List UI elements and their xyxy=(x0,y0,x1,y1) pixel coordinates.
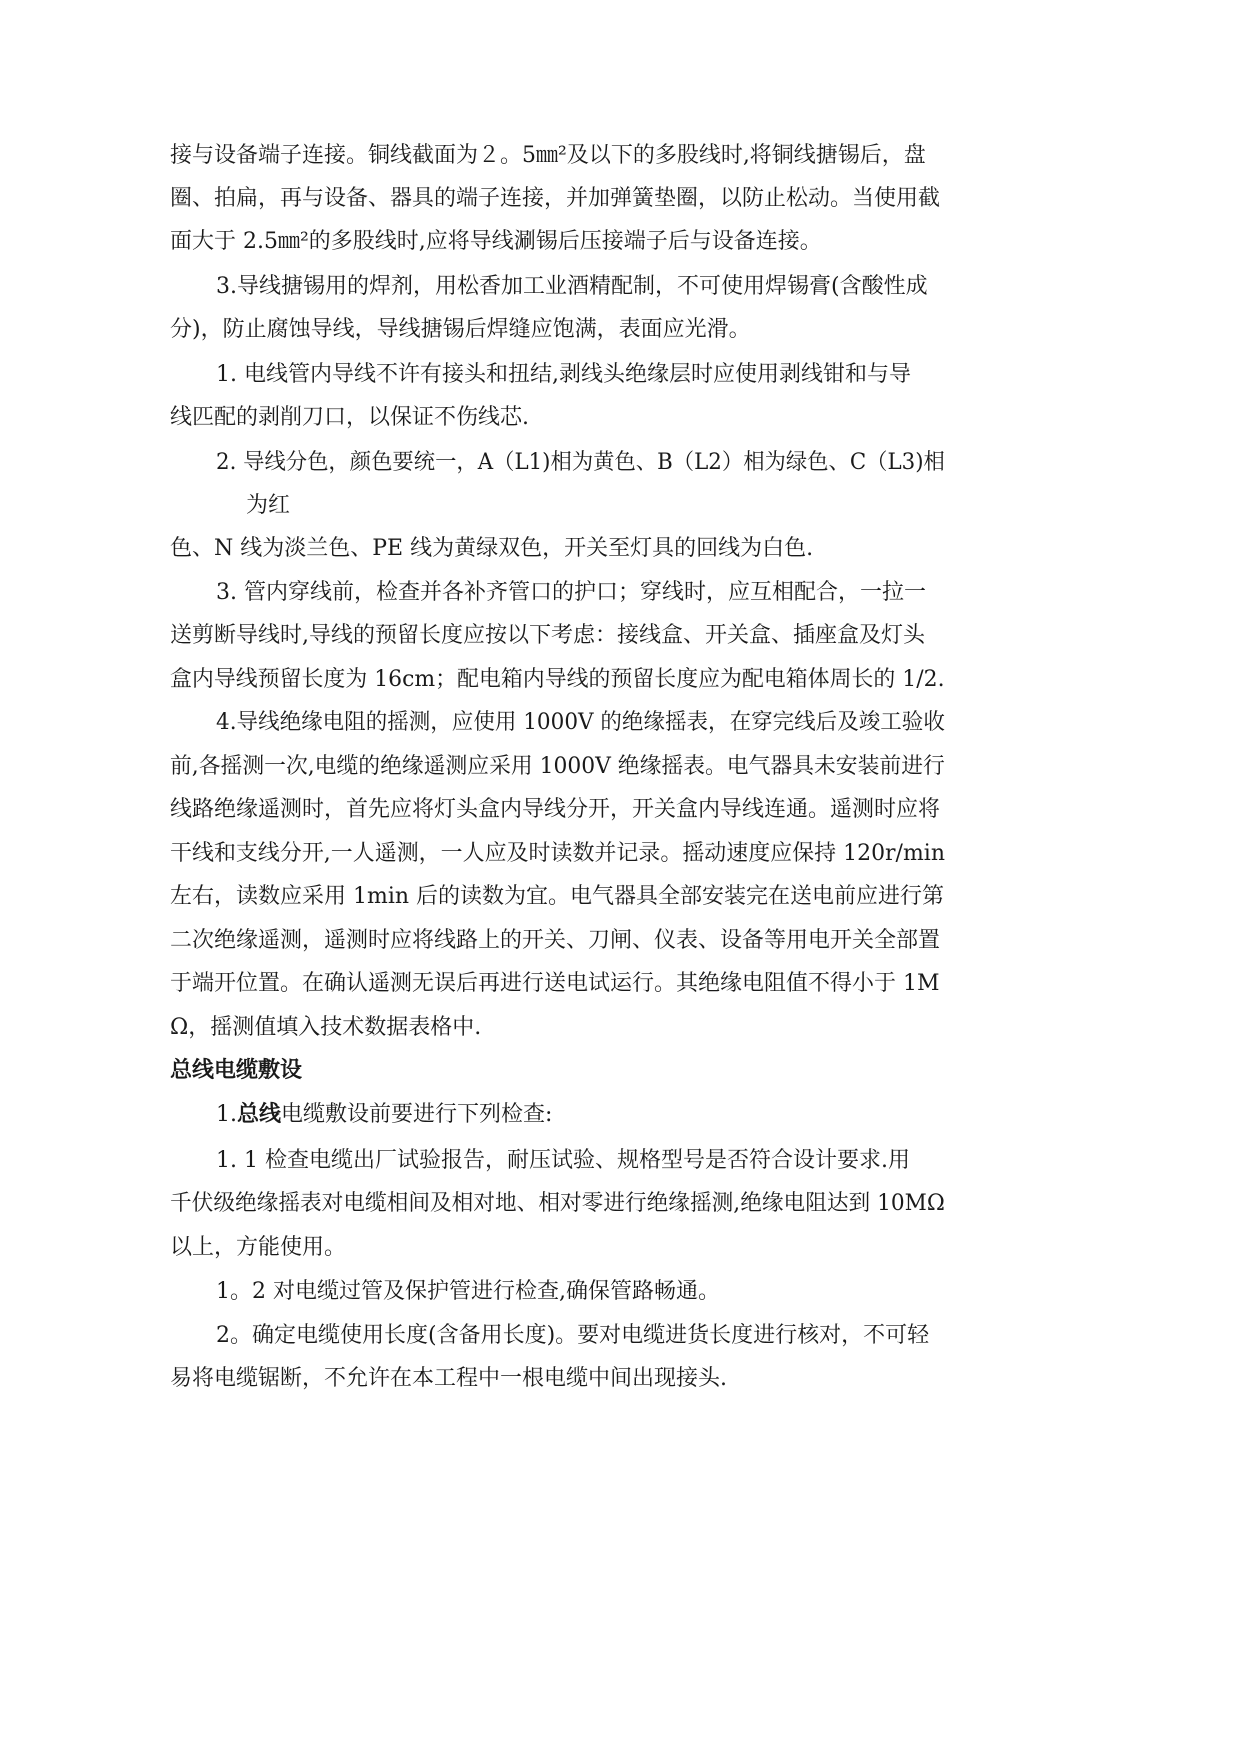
text-line: 线匹配的剥削刀口，以保证不伤线芯. xyxy=(170,405,529,430)
text-line: 左右，读数应采用 1min 后的读数为宜。电气器具全部安装完在送电前应进行第 xyxy=(170,884,945,909)
text-line: 4.导线绝缘电阻的摇测，应使用 1000V 的绝缘摇表，在穿完线后及竣工验收 xyxy=(216,710,945,735)
text-line: 2。确定电缆使用长度(含备用长度)。要对电缆进货长度进行核对，不可轻 xyxy=(216,1323,930,1348)
section-heading: 总线电缆敷设 xyxy=(170,1058,303,1083)
text-line: 分)，防止腐蚀导线，导线搪锡后焊缝应饱满，表面应光滑。 xyxy=(170,317,751,342)
text-line: 1. 1 检查电缆出厂试验报告，耐压试验、规格型号是否符合设计要求.用 xyxy=(216,1148,910,1173)
item-number: 1. xyxy=(216,1102,237,1127)
item-text: 电缆敷设前要进行下列检查: xyxy=(281,1102,553,1127)
item-bold-word: 总线 xyxy=(237,1102,282,1127)
text-line: 易将电缆锯断，不允许在本工程中一根电缆中间出现接头. xyxy=(170,1366,727,1391)
text-line: 于端开位置。在确认遥测无误后再进行送电试运行。其绝缘电阻值不得小于 1M xyxy=(170,971,940,996)
text-line: 2. 导线分色，颜色要统一，A（L1)相为黄色、B（L2）相为绿色、C（L3)相 xyxy=(216,450,945,475)
text-line: 3. 管内穿线前，检查并各补齐管口的护口；穿线时，应互相配合，一拉一 xyxy=(216,580,926,605)
text-line: 为红 xyxy=(246,493,291,518)
text-line: Ω，摇测值填入技术数据表格中. xyxy=(170,1015,482,1040)
text-line: 前,各摇测一次,电缆的绝缘遥测应采用 1000V 绝缘摇表。电气器具未安装前进行 xyxy=(170,754,945,779)
text-line: 1. 电线管内导线不许有接头和扭结,剥线头绝缘层时应使用剥线钳和与导 xyxy=(216,362,911,387)
text-line: 以上，方能使用。 xyxy=(170,1235,347,1260)
text-line: 盒内导线预留长度为 16cm；配电箱内导线的预留长度应为配电箱体周长的 1/2. xyxy=(170,667,945,692)
text-line: 千伏级绝缘摇表对电缆相间及相对地、相对零进行绝缘摇测,绝缘电阻达到 10MΩ xyxy=(170,1191,945,1216)
text-line: 送剪断导线时,导线的预留长度应按以下考虑：接线盒、开关盒、插座盒及灯头 xyxy=(170,623,925,648)
text-line: 圈、拍扁，再与设备、器具的端子连接，并加弹簧垫圈，以防止松动。当使用截 xyxy=(170,186,941,211)
text-line: 接与设备端子连接。铜线截面为２。5㎜²及以下的多股线时,将铜线搪锡后，盘 xyxy=(170,143,926,168)
text-line: 色、N 线为淡兰色、PE 线为黄绿双色，开关至灯具的回线为白色. xyxy=(170,536,814,561)
text-line: 干线和支线分开,一人遥测，一人应及时读数并记录。摇动速度应保持 120r/min xyxy=(170,841,945,866)
text-line: 1。2 对电缆过管及保护管进行检查,确保管路畅通。 xyxy=(216,1279,720,1304)
text-line: 面大于 2.5㎜²的多股线时,应将导线涮锡后压接端子后与设备连接。 xyxy=(170,229,822,254)
item-line xyxy=(216,1100,552,1130)
text-line: 线路绝缘遥测时，首先应将灯头盒内导线分开，开关盒内导线连通。遥测时应将 xyxy=(170,797,941,822)
text-line: 二次绝缘遥测，遥测时应将线路上的开关、刀闸、仪表、设备等用电开关全部置 xyxy=(170,928,941,953)
text-line: 3.导线搪锡用的焊剂，用松香加工业酒精配制，不可使用焊锡膏(含酸性成 xyxy=(216,274,928,299)
